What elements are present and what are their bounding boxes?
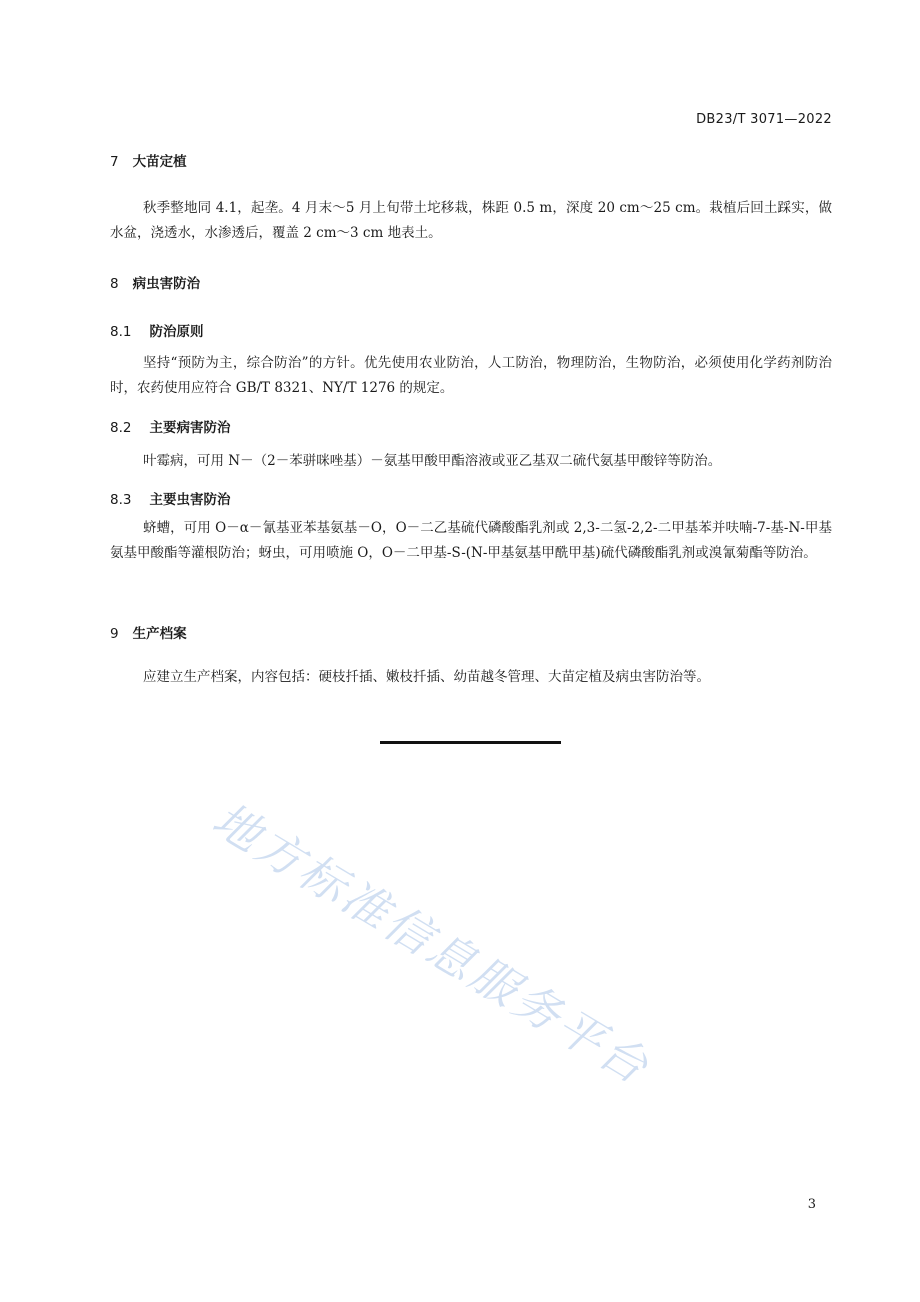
section-title: 主要虫害防治 (149, 492, 231, 508)
section-number: 8 (110, 276, 119, 292)
section-title: 主要病害防治 (149, 420, 231, 436)
section-9-paragraph: 应建立生产档案，内容包括：硬枝扦插、嫩枝扦插、幼苗越冬管理、大苗定植及病虫害防治等。 (143, 669, 710, 685)
watermark-text: 地方标准信息服务平台 (203, 791, 660, 1096)
section-title: 防治原则 (149, 324, 204, 340)
section-8-1-heading (110, 320, 203, 340)
section-9-heading (110, 622, 187, 642)
page-number: 3 (807, 1197, 816, 1212)
section-8-3-heading (110, 488, 230, 508)
section-title: 病虫害防治 (132, 276, 201, 292)
section-title: 大苗定植 (132, 154, 187, 170)
section-number: 7 (110, 154, 119, 170)
section-8-1-paragraph: 坚持“预防为主，综合防治”的方针。优先使用农业防治，人工防治，物理防治，生物防治，必须使用化学药剂防治时，农药使用应符合 GB/T 8321、NY/T 1276 的规定。 (110, 355, 832, 396)
section-number: 8.2 (110, 420, 132, 436)
section-8-2-paragraph: 叶霉病，可用 N－（2－苯骈咪唑基）－氨基甲酸甲酯溶液或亚乙基双二硫代氨基甲酸锌等防治。 (143, 453, 722, 469)
section-8-heading (110, 272, 200, 292)
section-7-paragraph: 秋季整地同 4.1，起垄。4 月末～5 月上旬带土坨移栽，株距 0.5 m，深度 20 cm～25 cm。栽植后回土踩实，做水盆，浇透水，水渗透后，覆盖 2 cm～3 cm 地表土。 (110, 200, 832, 241)
section-7-heading (110, 150, 187, 170)
section-8-3-paragraph: 蛴螬，可用 O－α－氰基亚苯基氨基－O，O－二乙基硫代磷酸酯乳剂或 2,3-二氢-2,2-二甲基苯并呋喃-7-基-N-甲基氨基甲酸酯等灌根防治；蚜虫，可用喷施 O，O－二甲基-S-(N-甲基氨基甲酰甲基)硫代磷酸酯乳剂或溴氰菊酯等防治。 (110, 520, 832, 561)
document-code: DB23/T 3071—2022 (696, 112, 832, 127)
section-number: 9 (110, 626, 119, 642)
section-title: 生产档案 (132, 626, 187, 642)
section-8-2-heading (110, 416, 230, 436)
section-number: 8.3 (110, 492, 132, 508)
section-number: 8.1 (110, 324, 132, 340)
end-rule (380, 741, 561, 744)
